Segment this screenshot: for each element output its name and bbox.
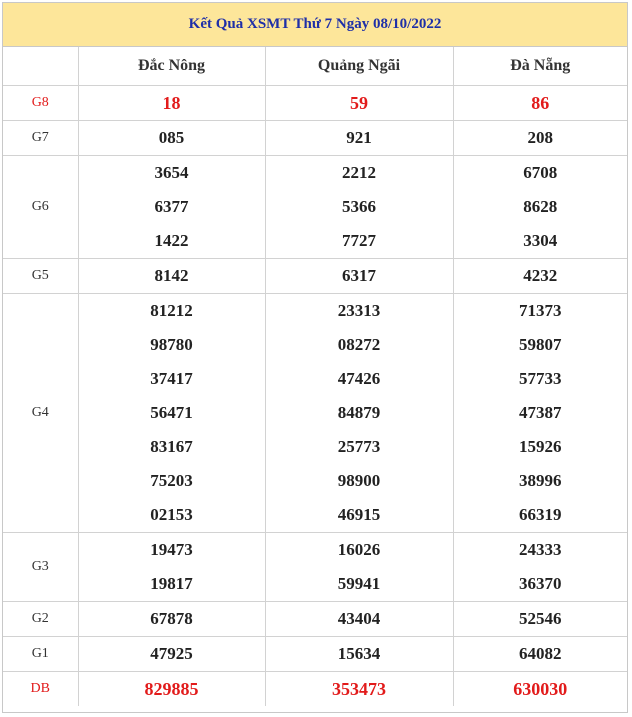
result-number: 829885 [78,672,265,707]
table-row [3,224,627,259]
table-row [3,567,627,602]
province-header: Quảng Ngãi [265,47,453,86]
table-row [3,294,627,329]
result-number: 6317 [265,259,453,294]
table-row [3,602,627,637]
header-empty-cell [3,47,78,86]
result-number: 47925 [78,637,265,672]
prize-label: G1 [3,637,78,672]
table-row [3,396,627,430]
prize-label: G7 [3,121,78,156]
table-row [3,637,627,672]
table-row [3,362,627,396]
result-number: 19473 [78,533,265,568]
table-row [3,156,627,191]
prize-label: G5 [3,259,78,294]
result-number: 64082 [453,637,627,672]
result-number: 2212 [265,156,453,191]
prize-label: G6 [3,156,78,259]
result-number: 4232 [453,259,627,294]
result-number: 02153 [78,498,265,533]
result-number: 6377 [78,190,265,224]
result-number: 5366 [265,190,453,224]
result-number: 47426 [265,362,453,396]
prize-label: G2 [3,602,78,637]
table-row [3,498,627,533]
result-number: 208 [453,121,627,156]
result-number: 47387 [519,403,562,422]
result-number: 353473 [265,672,453,707]
prize-label: DB [3,672,78,707]
result-number: 86 [453,86,627,121]
result-number: 98780 [78,328,265,362]
result-number: 15926 [519,437,562,456]
result-number: 37417 [78,362,265,396]
result-number: 23313 [265,294,453,329]
results-body [3,86,627,707]
result-number: 67878 [78,602,265,637]
result-number: 8142 [78,259,265,294]
result-number: 59941 [265,567,453,602]
result-number: 7727 [265,224,453,259]
result-number: 16026 [265,533,453,568]
result-number: 8628 [523,197,558,216]
prize-label: G8 [3,86,78,121]
result-number: 08272 [265,328,453,362]
table-row [3,328,627,362]
table-row [3,533,627,568]
result-number: 46915 [265,498,453,533]
table-row [3,464,627,498]
results-table [3,47,627,706]
province-header: Đắc Nông [78,47,265,86]
result-number: 6708 [523,163,558,182]
results-panel [2,2,628,713]
result-number: 84879 [265,396,453,430]
prize-label: G4 [3,294,78,533]
result-number: 36370 [453,567,627,602]
result-number: 75203 [78,464,265,498]
result-number: 83167 [78,430,265,464]
result-number: 25773 [265,430,453,464]
title-bar [3,3,627,47]
result-number: 921 [265,121,453,156]
result-number: 59807 [519,335,562,354]
result-number: 66319 [453,498,627,533]
result-number: 1422 [78,224,265,259]
result-number: 19817 [78,567,265,602]
header-row [3,47,627,86]
table-row [3,259,627,294]
result-number: 3304 [453,224,627,259]
result-number: 15634 [265,637,453,672]
result-number: 43404 [265,602,453,637]
prize-label: G3 [3,533,78,602]
result-number: 81212 [78,294,265,329]
result-number: 24333 [519,540,562,559]
result-number: 630030 [513,678,568,699]
result-number: 52546 [453,602,627,637]
page-title: Kết Quả XSMT Thứ 7 Ngày 08/10/2022 [188,16,442,32]
result-number: 18 [78,86,265,121]
table-row [3,430,627,464]
table-row [3,672,627,707]
table-row [3,86,627,121]
result-number: 57733 [519,369,562,388]
result-number: 71373 [519,301,562,320]
province-header: Đà Nẵng [453,47,627,86]
result-number: 98900 [265,464,453,498]
result-number: 59 [265,86,453,121]
result-number: 56471 [78,396,265,430]
result-number: 38996 [519,471,562,490]
table-row [3,190,627,224]
result-number: 3654 [78,156,265,191]
result-number: 085 [78,121,265,156]
table-row [3,121,627,156]
